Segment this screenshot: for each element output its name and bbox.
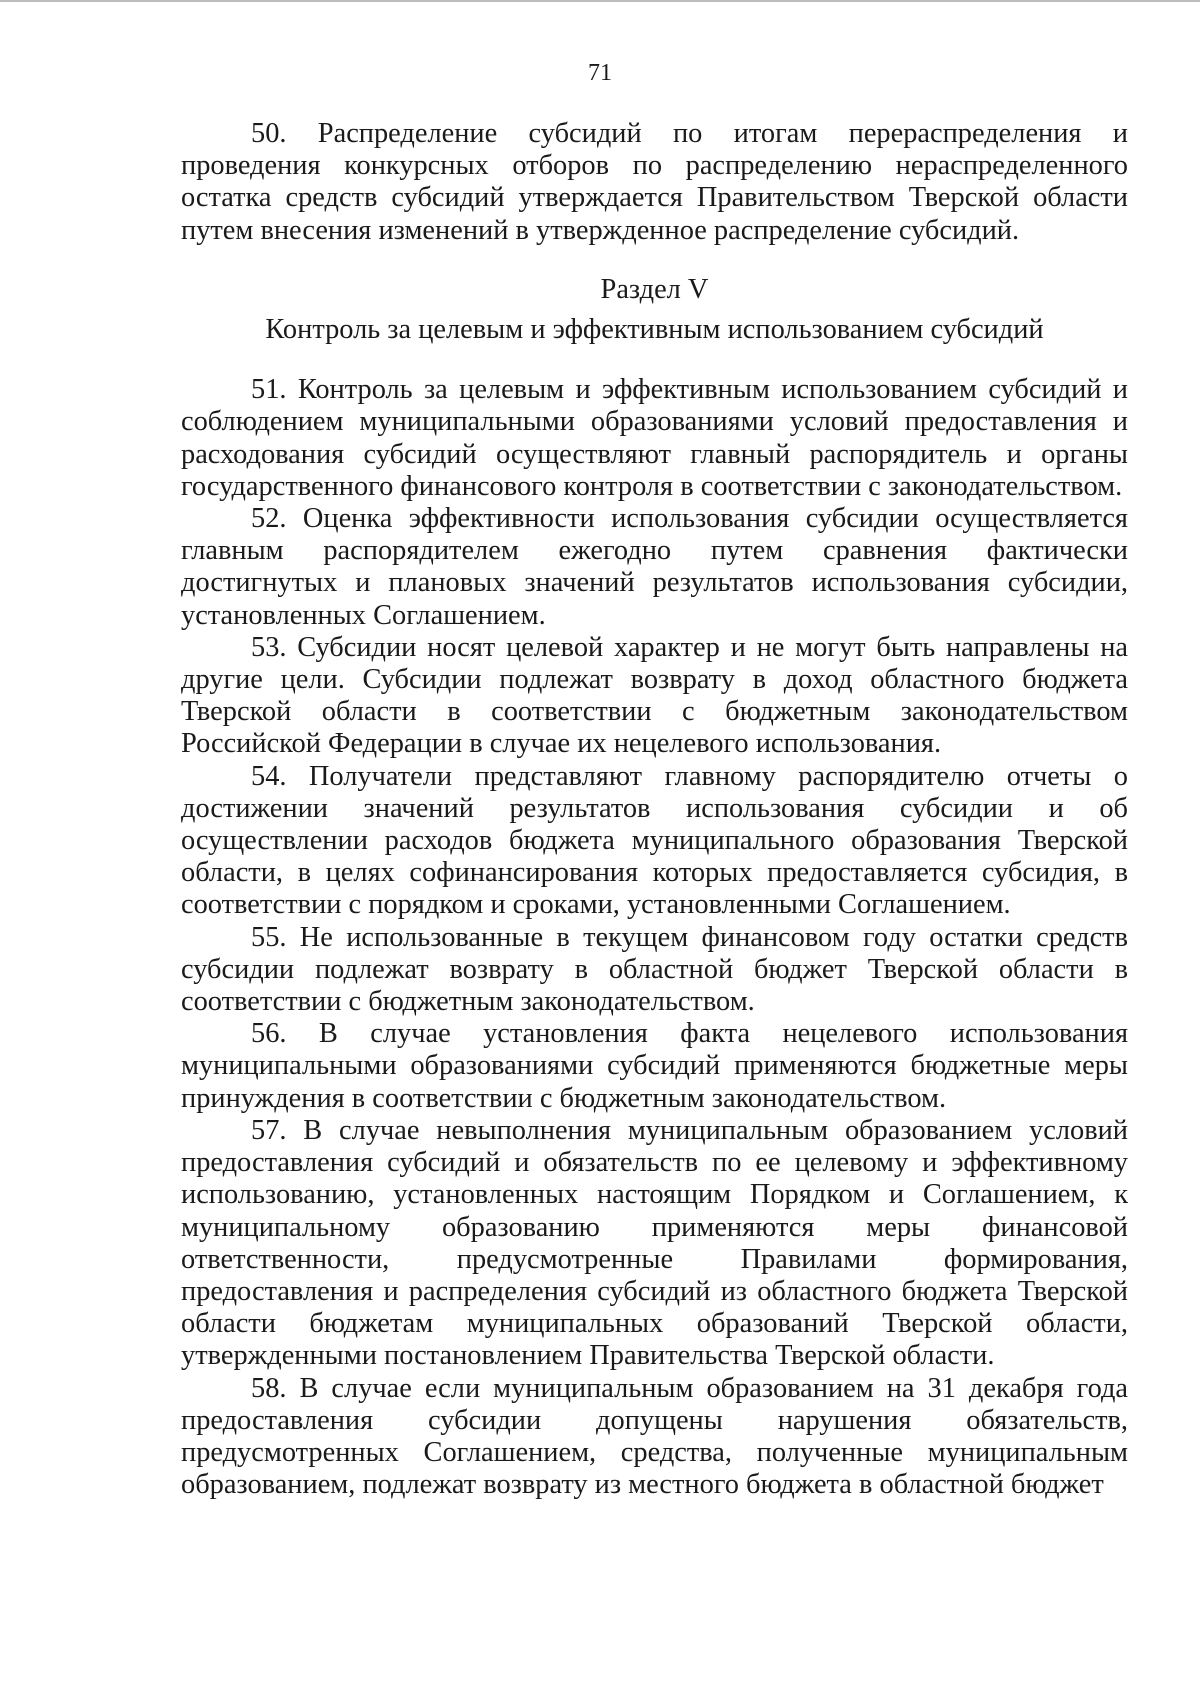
section-heading [181, 274, 1128, 346]
section-label: Раздел V [600, 273, 709, 305]
heading-spacer [181, 306, 1128, 314]
paragraph-52: 52. Оценка эффективности использования субсидии осуществляется главным распорядителем ежегодно путем сравнения фактически достигнутых и плановых значений результатов использования субсидии, установленных Соглашением. [181, 503, 1128, 631]
paragraph-55: 55. Не использованные в текущем финансовом году остатки средств субсидии подлежат возврату в областной бюджет Тверской области в соответствии с бюджетным законодательством. [181, 921, 1128, 1018]
paragraph-54: 54. Получатели представляют главному распорядителю отчеты о достижении значений результатов использования субсидии и об осуществлении расходов бюджета муниципального образования Тверской области, в целях софинансирования которых предоставляется субсидия, в соответствии с порядком и сроками, установленными Соглашением. [181, 760, 1128, 921]
section-title: Контроль за целевым и эффективным использованием субсидий [265, 314, 1044, 346]
paragraph-57: 57. В случае невыполнения муниципальным образованием условий предоставления субсидий и обязательств по ее целевому и эффективному использованию, установленных настоящим Порядком и Соглашением, к муниципальному образованию применяются меры финансовой ответственности, предусмотренные Правилами формирования, предоставления и распределения субсидий из областного бюджета Тверской области бюджетам муниципальных образований Тверской области, утвержденными постановлением Правительства Тверской области. [181, 1114, 1128, 1372]
paragraph-58: 58. В случае если муниципальным образованием на 31 декабря года предоставления субсидии допущены нарушения обязательств, предусмотренных Соглашением, средства, полученные муниципальным образованием, подлежат возврату из местного бюджета в областной бюджет [181, 1372, 1128, 1501]
document-body [181, 118, 1128, 1501]
scan-edge [0, 0, 1200, 2]
paragraph-53: 53. Субсидии носят целевой характер и не могут быть направлены на другие цели. Субсидии подлежат возврату в доход областного бюджета Тверской области в соответствии с бюджетным законодательством Российской Федерации в случае их нецелевого использования. [181, 631, 1128, 760]
paragraph-51: 51. Контроль за целевым и эффективным использованием субсидий и соблюдением муниципальными образованиями условий предоставления и расходования субсидий осуществляют главный распорядитель и органы государственного финансового контроля в соответствии с законодательством. [181, 374, 1128, 502]
paragraph-56: 56. В случае установления факта нецелевого использования муниципальными образованиями субсидий применяются бюджетные меры принуждения в соответствии с бюджетным законодательством. [181, 1018, 1128, 1114]
paragraph-50: 50. Распределение субсидий по итогам перераспределения и проведения конкурсных отборов по распределению нераспределенного остатка средств субсидий утверждается Правительством Тверской области путем внесения изменений в утвержденное распределение субсидий. [181, 118, 1128, 246]
page-number: 71 [588, 60, 612, 86]
